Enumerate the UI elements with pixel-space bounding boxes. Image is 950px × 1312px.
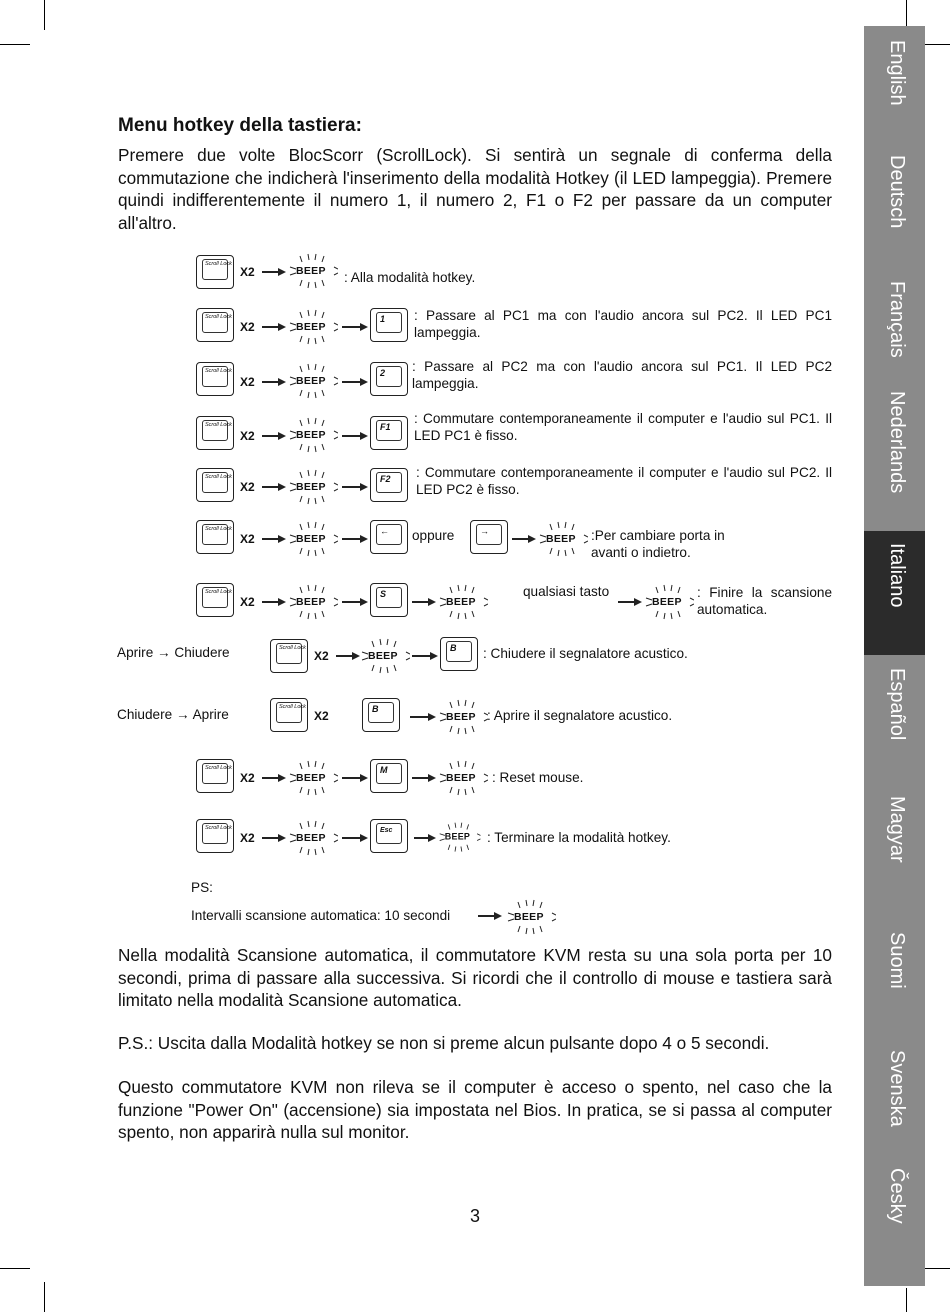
row-description: : Aprire il segnalatore acustico.: [487, 708, 673, 723]
hotkey-row: [0, 465, 864, 518]
hotkey-row: [0, 637, 864, 687]
left-arrow-key-icon: ←: [370, 520, 408, 554]
beep-icon: BEEP: [288, 583, 338, 623]
arrow-icon: [262, 533, 286, 545]
scroll-lock-key-icon: Scroll Lock: [196, 759, 234, 793]
x2-label: X2: [314, 709, 329, 723]
row-description: : Chiudere il segnalatore acustico.: [483, 646, 688, 661]
hotkey-row: [0, 759, 864, 809]
intro-paragraph: Premere due volte BlocScorr (ScrollLock). Si sentirà un segnale di conferma della commutazione che indicherà l'inserimento della modalità Hotkey (il LED lampeggia). Premere quindi indifferentemente il numero 1, il numero 2, F1 o F2 per passare da un computer all'altro.: [118, 145, 832, 233]
row-description: : Reset mouse.: [492, 770, 584, 785]
beep-icon: BEEP: [288, 759, 338, 799]
arrow-icon: [262, 430, 286, 442]
key-b-icon: B: [440, 637, 478, 671]
x2-label: X2: [240, 595, 255, 609]
tab-suomi[interactable]: Suomi: [886, 932, 908, 989]
arrow-icon: [342, 376, 368, 388]
row-description: : Alla modalità hotkey.: [344, 270, 476, 285]
tab-italiano[interactable]: Italiano: [864, 531, 925, 655]
beep-icon: BEEP: [438, 821, 481, 855]
arrow-icon: [342, 321, 368, 333]
tab-nederlands[interactable]: Nederlands: [886, 391, 908, 494]
arrow-icon: [412, 772, 436, 784]
beep-icon: BEEP: [288, 308, 338, 348]
arrow-icon: [412, 650, 438, 662]
toggle-label: Chiudere → Aprire: [117, 707, 229, 722]
scroll-lock-key-icon: Scroll Lock: [196, 362, 234, 396]
x2-label: X2: [240, 831, 255, 845]
hotkey-row: [0, 359, 864, 412]
right-arrow-key-icon: →: [470, 520, 508, 554]
x2-label: X2: [240, 320, 255, 334]
oppure-label: oppure: [412, 528, 455, 543]
key-1-icon: 1: [370, 308, 408, 342]
beep-icon: BEEP: [538, 520, 588, 560]
beep-icon: BEEP: [438, 583, 488, 623]
arrow-icon: [262, 321, 286, 333]
any-key-label: qualsiasi tasto: [523, 584, 610, 599]
beep-icon: BEEP: [288, 468, 338, 508]
beep-icon: BEEP: [438, 759, 488, 799]
page-number: 3: [470, 1206, 481, 1226]
section-title: Menu hotkey della tastiera:: [118, 115, 362, 136]
toggle-label: Aprire → Chiudere: [117, 645, 230, 660]
arrow-icon: [412, 596, 436, 608]
scroll-lock-key-icon: Scroll Lock: [196, 468, 234, 502]
auto-scan-paragraph: Nella modalità Scansione automatica, il commutatore KVM resta su una sola porta per 10 secondi, prima di passare alla successiva. Si ricordi che il controllo di mouse e tastiera sarà limitato nella modalità Scansione automatica.: [118, 945, 832, 1010]
arrow-icon: [262, 481, 286, 493]
row-description: : Commutare contemporaneamente il computer e l'audio sul PC1. Il LED PC1 è fisso.: [414, 411, 832, 443]
tab-svenska[interactable]: Svenska: [886, 1050, 908, 1127]
arrow-icon: [478, 910, 502, 922]
scroll-lock-key-icon: Scroll Lock: [196, 583, 234, 617]
arrow-icon: [512, 533, 536, 545]
hotkey-row: [0, 819, 864, 869]
power-on-paragraph: Questo commutatore KVM non rileva se il computer è acceso o spento, nel caso che la funzione "Power On" (accensione) sia impostata nel Bios. In pratica, se si passa al computer spento, non apparirà nulla sul monitor.: [118, 1077, 832, 1142]
key-2-icon: 2: [370, 362, 408, 396]
x2-label: X2: [240, 532, 255, 546]
arrow-icon: [342, 772, 368, 784]
scroll-lock-key-icon: Scroll Lock: [196, 308, 234, 342]
scroll-lock-key-icon: Scroll Lock: [270, 639, 308, 673]
crop-mark: [906, 1288, 907, 1312]
row-description: : Passare al PC1 ma con l'audio ancora sul PC2. Il LED PC1 lampeggia.: [414, 308, 832, 340]
arrow-icon: [410, 711, 436, 723]
tab-magyar[interactable]: Magyar: [886, 796, 908, 863]
arrow-icon: [262, 832, 286, 844]
key-esc-icon: Esc: [370, 819, 408, 853]
beep-icon: BEEP: [288, 252, 338, 292]
x2-label: X2: [240, 375, 255, 389]
key-b-icon: B: [362, 698, 400, 732]
scroll-lock-key-icon: Scroll Lock: [196, 520, 234, 554]
beep-icon: BEEP: [506, 898, 556, 938]
x2-label: X2: [240, 429, 255, 443]
x2-label: X2: [240, 771, 255, 785]
ps-scan-text: Intervalli scansione automatica: 10 secondi: [191, 908, 451, 923]
beep-icon: BEEP: [288, 520, 338, 560]
arrow-icon: [262, 596, 286, 608]
key-m-icon: M: [370, 759, 408, 793]
scroll-lock-key-icon: Scroll Lock: [270, 698, 308, 732]
x2-label: X2: [240, 265, 255, 279]
tab-cesky[interactable]: Česky: [886, 1168, 908, 1224]
arrow-icon: [262, 772, 286, 784]
arrow-icon: [262, 266, 286, 278]
beep-icon: BEEP: [438, 698, 488, 738]
crop-mark: [906, 0, 907, 26]
row-description: : Commutare contemporaneamente il computer e l'audio sul PC2. Il LED PC2 è fisso.: [416, 465, 832, 497]
crop-mark: [0, 1268, 30, 1269]
hotkey-row: [0, 252, 864, 302]
beep-icon: BEEP: [288, 819, 338, 859]
tab-francais[interactable]: Français: [886, 281, 908, 358]
arrow-icon: [342, 533, 368, 545]
arrow-icon: [618, 596, 642, 608]
tab-espanol[interactable]: Español: [886, 668, 908, 741]
hotkey-row: [0, 308, 864, 358]
row-description: : Finire la scansione automatica.: [697, 585, 832, 617]
key-f2-icon: F2: [370, 468, 408, 502]
row-description: : Passare al PC2 ma con l'audio ancora sul PC1. Il LED PC2 lampeggia.: [412, 359, 832, 391]
beep-icon: BEEP: [288, 416, 338, 456]
ps-label: PS:: [191, 880, 213, 895]
crop-mark: [44, 0, 45, 30]
arrow-icon: [414, 832, 436, 844]
x2-label: X2: [240, 480, 255, 494]
hotkey-row: [0, 520, 864, 570]
key-s-icon: S: [370, 583, 408, 617]
arrow-icon: [262, 376, 286, 388]
arrow-icon: [342, 596, 368, 608]
scroll-lock-key-icon: Scroll Lock: [196, 819, 234, 853]
hotkey-row: [0, 698, 864, 748]
beep-icon: BEEP: [360, 637, 410, 677]
hotkey-row: [0, 583, 864, 633]
beep-icon: BEEP: [644, 583, 694, 623]
arrow-icon: [342, 481, 368, 493]
hotkey-row: [0, 411, 864, 466]
tab-deutsch[interactable]: Deutsch: [886, 155, 908, 229]
row-description: :Per cambiare porta in avanti o indietro.: [591, 528, 725, 560]
arrow-icon: [342, 430, 368, 442]
scroll-lock-key-icon: Scroll Lock: [196, 255, 234, 289]
crop-mark: [44, 1282, 45, 1312]
arrow-icon: [342, 832, 368, 844]
tab-english[interactable]: English: [886, 40, 908, 106]
arrow-icon: [336, 650, 360, 662]
scroll-lock-key-icon: Scroll Lock: [196, 416, 234, 450]
crop-mark: [0, 44, 30, 45]
beep-icon: BEEP: [288, 362, 338, 402]
key-f1-icon: F1: [370, 416, 408, 450]
x2-label: X2: [314, 649, 329, 663]
row-description: : Terminare la modalità hotkey.: [487, 830, 671, 845]
ps-paragraph: P.S.: Uscita dalla Modalità hotkey se non si preme alcun pulsante dopo 4 o 5 secondi.: [118, 1033, 770, 1053]
